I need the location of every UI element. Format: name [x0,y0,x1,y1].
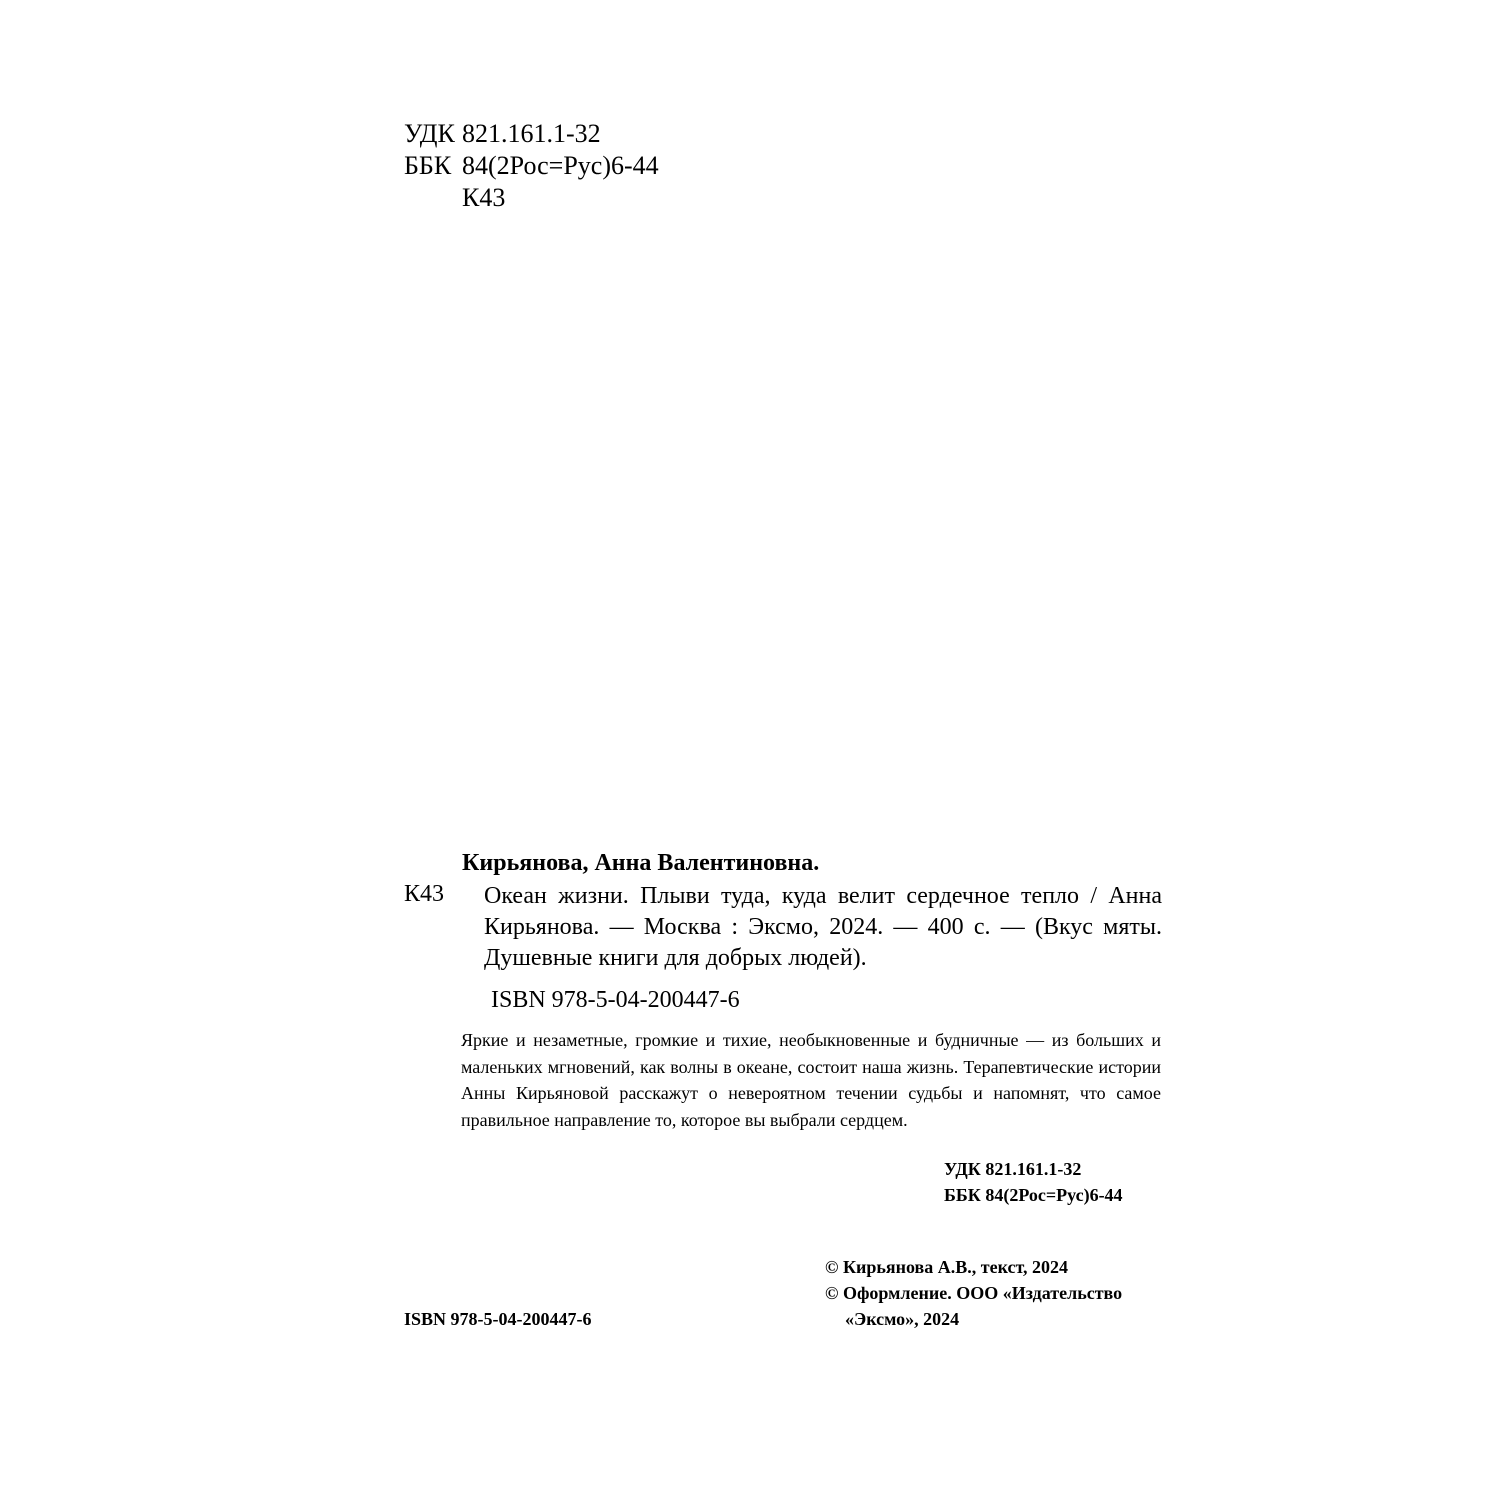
author-code-top: К43 [462,183,506,212]
copyright-design: © Оформление. ООО «Издательство [825,1283,1123,1303]
author-code-left: К43 [404,881,445,907]
author-code-line [404,182,659,214]
copyright-design-cont: «Эксмо», 2024 [845,1309,960,1329]
udk-label: УДК [404,119,455,148]
annotation: Яркие и незаметные, громкие и тихие, необыкновенные и будничные — из больших и маленьких мгновений, как волны в океане, состоит наша жизнь. Терапевтические истории Анны Кирьяновой расскажут о невероятном течении судьбы и напомнят, что самое правильное направление то, которое вы выбрали сердцем. [461,1030,1161,1130]
copyright-block [825,1254,1122,1332]
book-description: Океан жизни. Плыви туда, куда велит сердечное тепло / Анна Кирьянова. — Москва : Эксмо, 2024. — 400 с. — (Вкус мяты. Душевные книги для добрых людей). [484,883,1162,971]
udk-bottom: УДК 821.161.1-32 [944,1159,1082,1179]
bbk-value: 84(2Рос=Рус)6-44 [462,151,659,180]
bbk-bottom: ББК 84(2Рос=Рус)6-44 [944,1185,1123,1205]
isbn-bottom: ISBN 978-5-04-200447-6 [404,1309,592,1329]
bbk-line [404,150,659,182]
classification-block-top [404,118,659,214]
udk-line [404,118,659,150]
isbn-main: ISBN 978-5-04-200447-6 [491,987,740,1013]
classification-block-bottom [944,1156,1123,1208]
copyright-text: © Кирьянова А.В., текст, 2024 [825,1257,1069,1277]
udk-value: 821.161.1-32 [462,119,601,148]
bbk-label: ББК [404,151,452,180]
author-heading: Кирьянова, Анна Валентиновна. [462,850,820,876]
